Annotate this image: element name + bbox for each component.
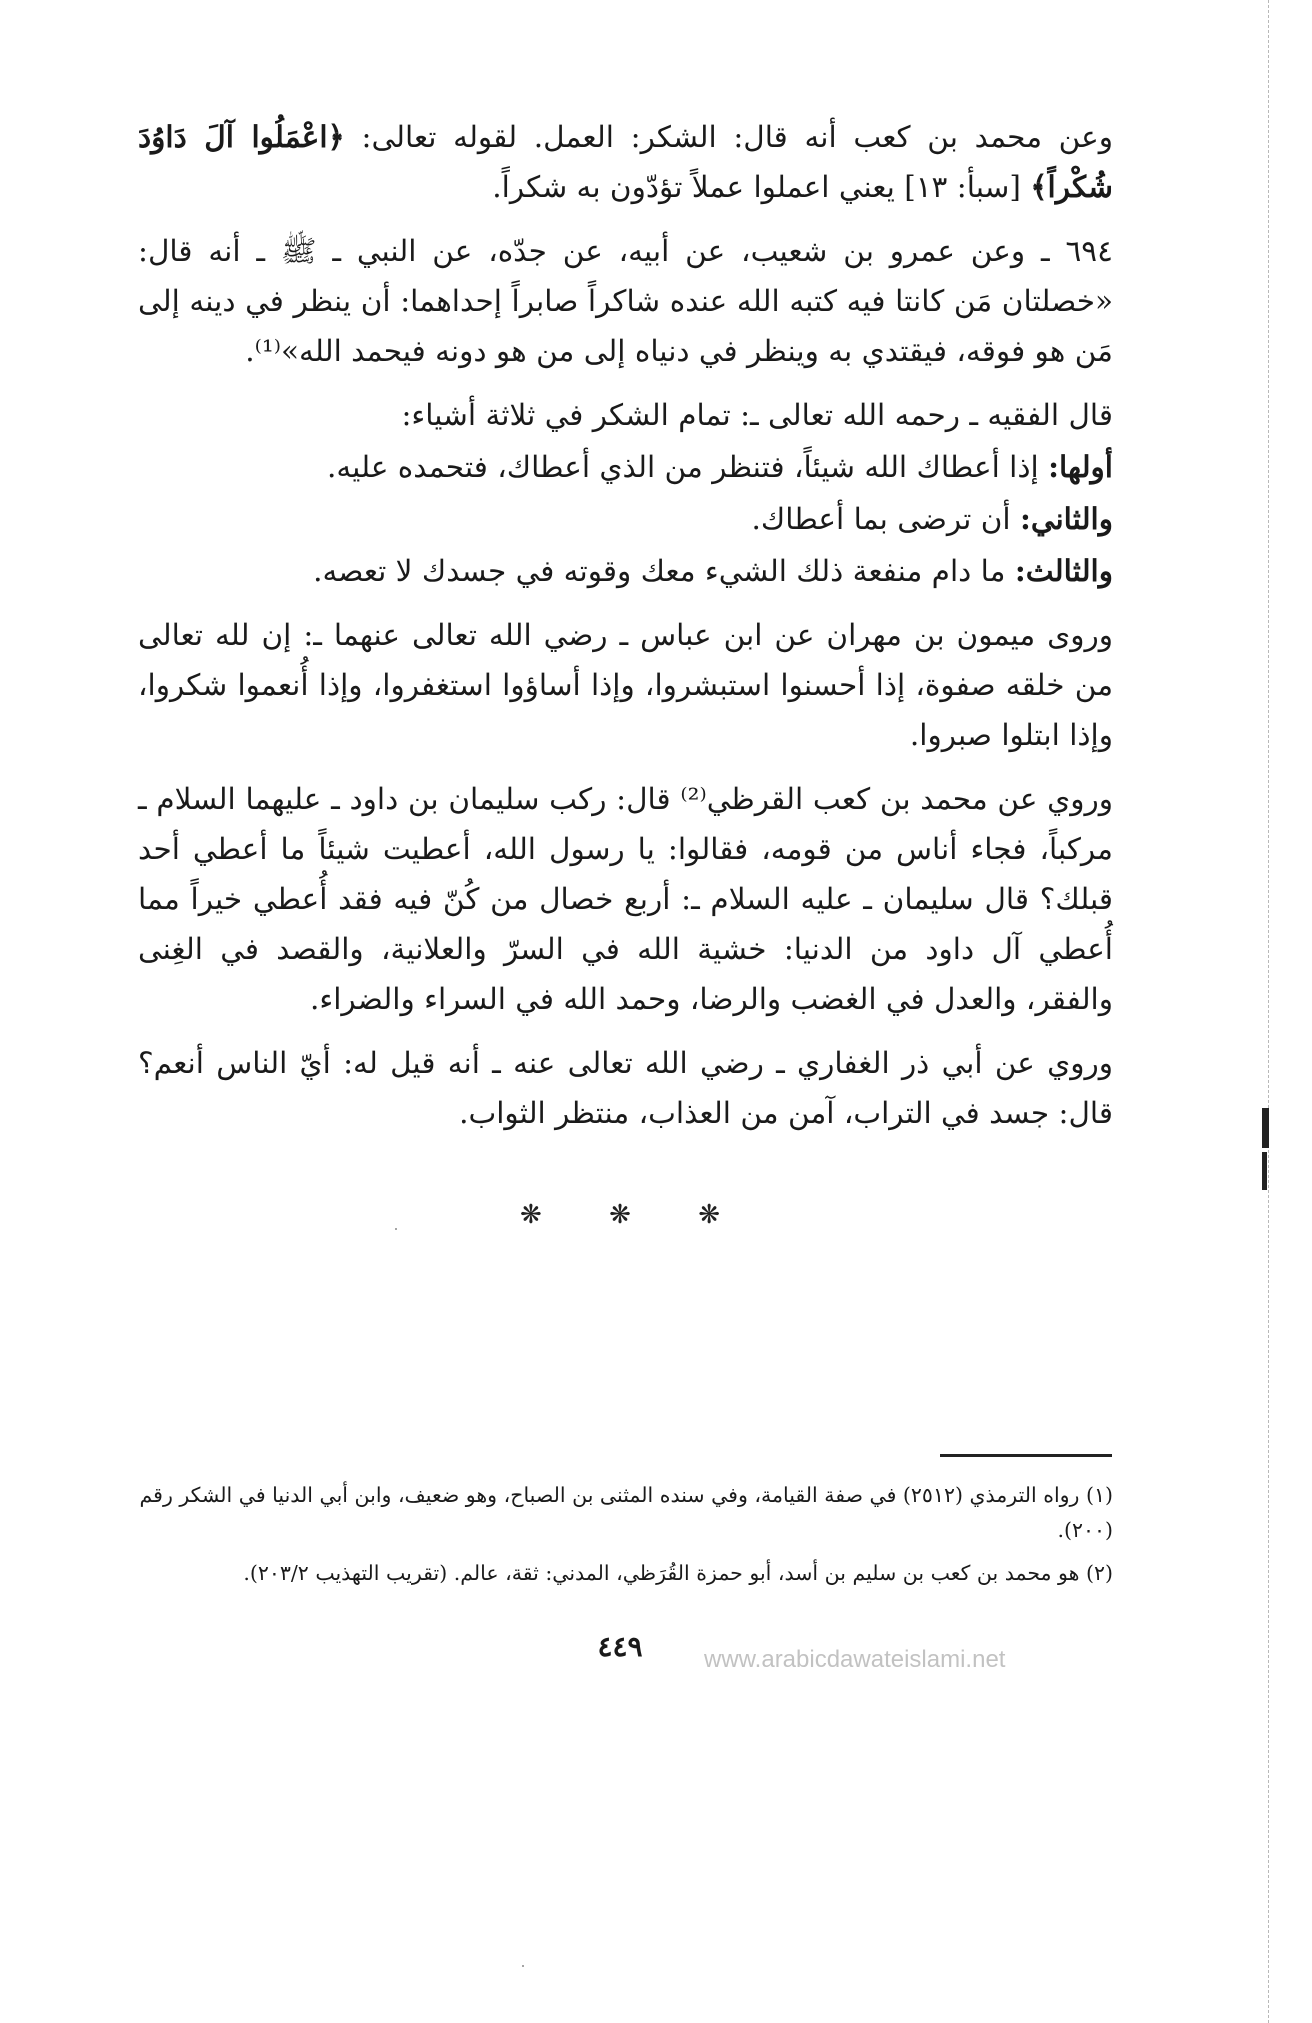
asterisk-icon: ❋ — [520, 1200, 542, 1230]
paragraph-sulayman: وروي عن محمد بن كعب القرظي⁽²⁾ قال: ركب سليمان بن داود ـ عليهما السلام ـ مركباً، فجاء أناس من قومه، فقالوا: يا رسول الله، أعطيت شيئاً ما أعطي أحد قبلك؟ قال سليمان ـ عليه السلام ـ: أربع خصال من كُنّ فيه فقد أُعطي خيراً مما أُعطي آل داود من الدنيا: خشية الله في السرّ والعلانية، والقصد في الغِنى والفقر، والعدل في الغضب والرضا، وحمد الله في السراء والضراء. — [138, 782, 1113, 1016]
paragraph-abu-dharr: وروي عن أبي ذر الغفاري ـ رضي الله تعالى عنه ـ أنه قيل له: أيّ الناس أنعم؟ قال: جسد في التراب، آمن من العذاب، منتظر الثواب. — [138, 1046, 1113, 1130]
asterisk-icon: ❋ — [698, 1200, 720, 1230]
main-text — [138, 112, 1113, 1152]
paragraph-maymun: وروى ميمون بن مهران عن ابن عباس ـ رضي الله تعالى عنهما ـ: إن لله تعالى من خلقه صفوة، إذا أحسنوا استبشروا، وإذا أساؤوا استغفروا، وإذا أُنعموا شكروا، وإذا ابتلوا صبروا. — [138, 618, 1113, 752]
page-number: ٤٤٩ — [597, 1630, 643, 1663]
list-item: أولها: إذا أعطاك الله شيئاً، فتنظر من الذي أعطاك، فتحمده عليه. — [326, 449, 1113, 484]
quran-verse: ﴿اعْمَلُوا آلَ دَاوُدَ شُكْراً﴾ — [138, 119, 1113, 204]
list-item: والثاني: أن ترضى بما أعطاك. — [751, 501, 1113, 536]
footnote: (١) رواه الترمذي (٢٥١٢) في صفة القيامة، وفي سنده المثنى بن الصباح، وهو ضعيف، وابن أبي الدنيا في الشكر رقم (٢٠٠). — [139, 1483, 1113, 1542]
list-item-label: والثالث: — [1014, 553, 1113, 588]
margin-rule — [1268, 0, 1270, 2023]
edge-mark — [1262, 1152, 1267, 1190]
list-item: والثالث: ما دام منفعة ذلك الشيء معك وقوته في جسدك لا تعصه. — [313, 553, 1113, 588]
asterisk-icon: ❋ — [609, 1200, 631, 1230]
list-item-label: والثاني: — [1019, 501, 1113, 536]
list-item-label: أولها: — [1048, 449, 1113, 484]
footnotes — [138, 1478, 1113, 1599]
scan-speck — [395, 1228, 397, 1230]
edge-mark — [1262, 1108, 1269, 1148]
paragraph-shukr-amal: وعن محمد بن كعب أنه قال: الشكر: العمل. لقوله تعالى: ﴿اعْمَلُوا آلَ دَاوُدَ شُكْراً﴾ [سبأ: ١٣] يعني اعملوا عملاً تؤدّون به شكراً. — [138, 119, 1113, 204]
watermark-url: www.arabicdawateislami.net — [704, 1646, 1006, 1673]
faqih-intro: قال الفقيه ـ رحمه الله تعالى ـ: تمام الشكر في ثلاثة أشياء: — [401, 398, 1113, 432]
scan-speck — [522, 1965, 524, 1967]
section-separator — [520, 1200, 720, 1230]
footnote-divider — [940, 1454, 1112, 1457]
hadith-694: ٦٩٤ ـ وعن عمرو بن شعيب، عن أبيه، عن جدّه، عن النبي ـ ﷺ ـ أنه قال: «خصلتان مَن كانتا فيه كتبه الله عنده شاكراً صابراً إحداهما: أن ينظر في دينه إلى مَن هو فوقه، فيقتدي به وينظر في دنياه إلى من هو دونه فيحمد الله»⁽¹⁾. — [138, 234, 1113, 368]
footnote: (٢) هو محمد بن كعب بن سليم بن أسد، أبو حمزة القُرَظي، المدني: ثقة، عالم. (تقريب التهذيب ٢٠٣/٢). — [243, 1561, 1113, 1585]
